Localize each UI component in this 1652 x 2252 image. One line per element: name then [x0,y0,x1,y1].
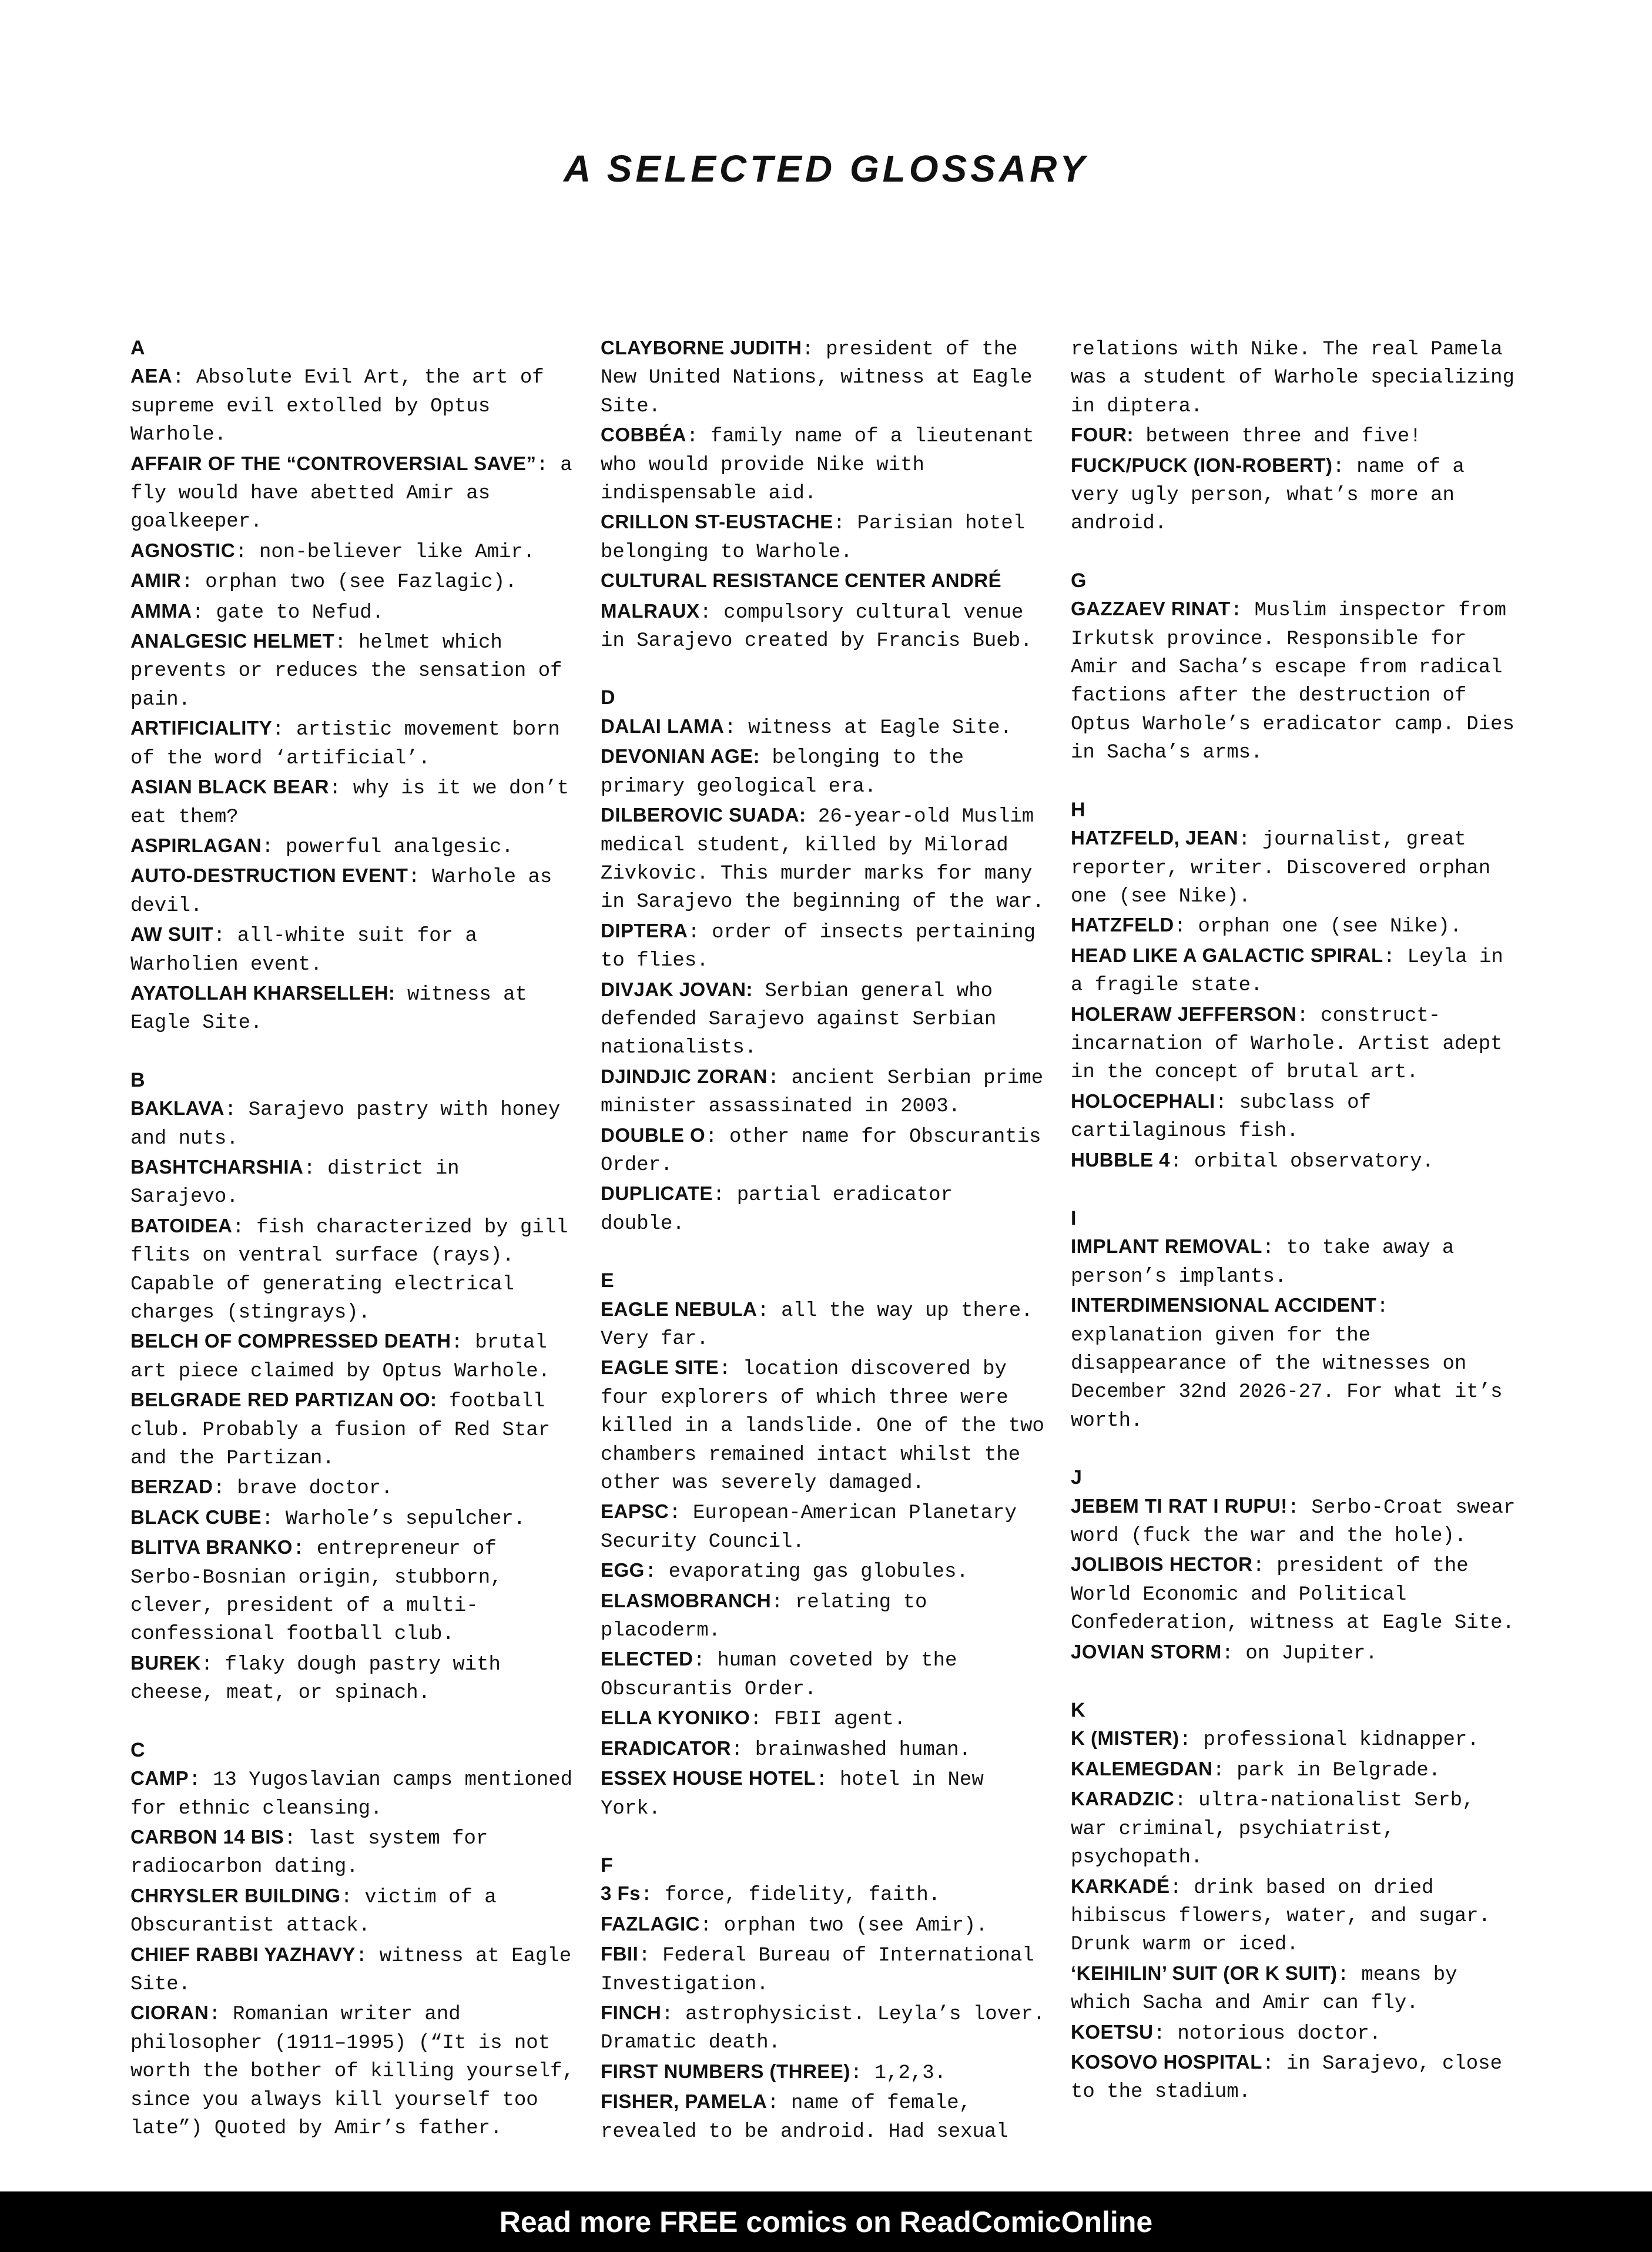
glossary-entry [1071,1087,1517,1146]
glossary-column-2 [601,334,1047,2143]
glossary-definition: : name of female, revealed to be android. Had sexual [601,2092,1008,2143]
glossary-term: ELECTED [601,1648,693,1670]
glossary-definition: : evaporating gas globules. [644,1561,969,1584]
section-letter-heading: G [1071,569,1087,592]
glossary-term: KOETSU [1071,2020,1154,2043]
glossary-definition: : victim of a Obscurantist attack. [130,1886,497,1938]
glossary-term: BERZAD [130,1476,213,1498]
glossary-entry [130,1473,577,1503]
glossary-definition: : Romanian writer and philosopher (1911–1995) (“It is not worth the bother of killing yourself, since you always kill yourself too late”) Quoted by Amir’s father. [130,2003,574,2140]
glossary-term: DOUBLE O [601,1124,706,1146]
glossary-term: KALEMEGDAN [1071,1757,1213,1780]
glossary-entry [601,1999,1047,2057]
glossary-entry [1071,1550,1517,1637]
glossary-definition: witness at Eagle Site. [130,983,527,1035]
glossary-term: EAPSC [601,1500,669,1523]
glossary-term: CHRYSLER BUILDING [130,1884,341,1906]
glossary-definition: : all-white suit for a Warholien event. [130,925,477,976]
glossary-entry [130,1941,577,1999]
glossary-term: HATZFELD [1071,914,1174,936]
glossary-definition: : family name of a lieutenant who would provide Nike with indispensable aid. [601,425,1034,505]
glossary-term: JOLIBOIS HECTOR [1071,1553,1253,1576]
section-letter-heading: K [1071,1699,1085,1722]
glossary-entry [130,1094,577,1153]
glossary-section [601,1851,1047,2146]
glossary-section [1071,1696,1517,2107]
glossary-definition: : in Sarajevo, close to the stadium. [1071,2052,1502,2104]
glossary-entry [601,508,1047,567]
glossary-term: FINCH [601,2001,662,2023]
glossary-entry [1071,2048,1517,2107]
glossary-entry [601,801,1047,917]
glossary-section [601,334,1047,655]
glossary-definition: : helmet which prevents or reduces the sensation of pain. [130,632,562,711]
glossary-entry [1071,1000,1517,1087]
glossary-definition: : on Jupiter. [1221,1642,1378,1665]
glossary-section [130,1736,577,2143]
glossary-definition: : brutal art piece claimed by Optus Warhole. [130,1332,551,1383]
glossary-entry [130,362,577,449]
glossary-entry [601,1295,1047,1354]
glossary-definition: : ultra-nationalist Serb, war criminal, psychiatrist, psychopath. [1071,1789,1475,1869]
glossary-definition: : explanation given for the disappearance of the witnesses on December 32nd 2026-27. For what it’s worth. [1071,1296,1503,1432]
glossary-definition: : European-American Planetary Security Council. [601,1502,1017,1553]
glossary-definition: : entrepreneur of Serbo-Bosnian origin, stubborn, clever, president of a multi-confessional football club. [130,1538,502,1646]
glossary-term: ERADICATOR [601,1737,731,1759]
glossary-entry [601,712,1047,742]
glossary-definition: : gate to Nefud. [192,601,384,624]
glossary-entry [1071,1724,1517,1754]
glossary-definition: : artistic movement born of the word ‘artificial’. [130,719,560,770]
glossary-entry [130,1533,577,1649]
glossary-term: KARKADÉ [1071,1875,1170,1897]
glossary-section [1071,796,1517,1176]
glossary-term: ASPIRLAGAN [130,834,262,856]
glossary-definition: : brave doctor. [213,1477,393,1500]
glossary-entry [601,1556,1047,1586]
glossary-term: HATZFELD, JEAN [1071,827,1239,849]
glossary-definition: : 1,2,3. [850,2062,947,2085]
glossary-term: FOUR: [1071,424,1134,446]
glossary-entry [130,832,577,862]
glossary-definition: : drink based on dried hibiscus flowers, water, and sugar. Drunk warm or iced. [1071,1876,1491,1956]
glossary-definition: : a fly would have abetted Amir as goalkeeper. [130,454,572,534]
glossary-term: FIRST NUMBERS (THREE) [601,2060,850,2082]
glossary-definition: : order of insects pertaining to flies. [601,921,1036,973]
glossary-term: FISHER, PAMELA [601,2090,768,2113]
glossary-term: K (MISTER) [1071,1727,1179,1750]
glossary-term: AUTO-DESTRUCTION EVENT [130,864,408,887]
glossary-entry [1071,1146,1517,1176]
glossary-term: CLAYBORNE JUDITH [601,337,802,358]
glossary-entry [601,421,1047,508]
glossary-entry [1071,1872,1517,1959]
glossary-entry [601,1063,1047,1121]
glossary-term: ARTIFICIALITY [130,717,273,739]
glossary-definition: : partial eradicator double. [601,1184,953,1235]
glossary-term: AW SUIT [130,923,213,946]
glossary-entry [130,450,577,537]
glossary-entry [130,1882,577,1941]
glossary-term: HEAD LIKE A GALACTIC SPIRAL [1071,944,1383,966]
glossary-entry [1071,451,1517,538]
glossary-term: ELLA KYONIKO [601,1707,750,1729]
glossary-entry [601,1764,1047,1823]
glossary-term: AFFAIR OF THE “CONTROVERSIAL SAVE” [130,452,537,474]
glossary-term: COBBÉA [601,424,687,446]
section-letter-heading: E [601,1269,614,1292]
section-letter-heading: B [130,1068,145,1091]
glossary-term: HOLOCEPHALI [1071,1090,1215,1112]
glossary-term: CULTURAL RESISTANCE CENTER ANDRÉ MALRAUX [601,569,1002,622]
glossary-entry [1071,1492,1517,1551]
section-letter-heading: I [1071,1207,1077,1229]
glossary-entry [130,627,577,714]
glossary-entry [1071,1291,1517,1435]
glossary-definition: : district in Sarajevo. [130,1157,460,1209]
glossary-term: AMIR [130,569,182,592]
glossary-definition: : journalist, great reporter, writer. Discovered orphan one (see Nike). [1071,829,1491,908]
glossary-section [1071,1204,1517,1435]
glossary-entry [130,979,577,1038]
section-letter-heading: H [1071,798,1085,821]
glossary-definition: : Muslim inspector from Irkutsk province. Responsible for Amir and Sacha’s escape from radical factions after the destruction of Optus Warhole’s eradicator camp. Dies in Sacha’s arms. [1071,599,1514,765]
glossary-term: BASHTCHARSHIA [130,1155,304,1178]
glossary-definition: : Leyla in a fragile state. [1071,946,1503,997]
glossary-section [130,334,577,1038]
glossary-definition: : why is it we don’t eat them? [130,778,569,829]
glossary-term: CAMP [130,1767,189,1789]
glossary-term: FAZLAGIC [601,1912,700,1935]
glossary-entry [601,334,1047,421]
glossary-term: GAZZAEV RINAT [1071,598,1231,620]
glossary-term: AGNOSTIC [130,539,236,561]
glossary-term: JEBEM TI RAT I RUPU! [1071,1494,1288,1517]
glossary-term: JOVIAN STORM [1071,1640,1222,1663]
glossary-entry [601,1179,1047,1238]
glossary-entry [130,862,577,920]
glossary-term: DIPTERA [601,919,688,941]
glossary-term: FUCK/PUCK (ION-ROBERT) [1071,454,1333,476]
glossary-definition: : orbital observatory. [1170,1150,1434,1173]
glossary-entry [601,1704,1047,1734]
glossary-entry [601,2057,1047,2087]
glossary-entry [601,742,1047,801]
glossary-term: KARADZIC [1071,1788,1175,1810]
glossary-definition: : FBII agent. [750,1708,906,1731]
glossary-definition: : flaky dough pastry with cheese, meat, or spinach. [130,1653,501,1705]
glossary-entry [601,2087,1047,2146]
glossary-definition: football club. Probably a fusion of Red Star and the Partizan. [130,1390,551,1470]
glossary-entry [130,1212,577,1328]
glossary-entry [130,1764,577,1823]
glossary-definition: : means by which Sacha and Amir can fly. [1071,1963,1457,2015]
glossary-entry [130,597,577,627]
glossary-term: HUBBLE 4 [1071,1148,1171,1171]
glossary-definition: : Warhole’s sepulcher. [262,1507,526,1530]
glossary-entry [601,1121,1047,1180]
section-letter-heading: C [130,1738,145,1761]
glossary-columns [130,334,1517,2143]
glossary-term: CARBON 14 BIS [130,1825,284,1848]
glossary-entry [601,1353,1047,1497]
glossary-definition: : orphan one (see Nike). [1174,916,1462,939]
glossary-column-1 [130,334,577,2140]
glossary-definition: Serbian general who defended Sarajevo against Serbian nationalists. [601,980,997,1060]
glossary-definition: belonging to the primary geological era. [601,747,964,798]
glossary-definition: : other name for Obscurantis Order. [601,1125,1041,1177]
glossary-term: AEA [130,365,173,387]
glossary-term: EAGLE NEBULA [601,1298,758,1320]
glossary-definition: : name of a very ugly person, what’s more an android. [1071,455,1465,535]
glossary-entry [601,1734,1047,1764]
glossary-term: BLITVA BRANKO [130,1536,293,1559]
glossary-entry [1071,1232,1517,1291]
glossary-term: CHIEF RABBI YAZHAVY [130,1943,356,1965]
glossary-term: 3 Fs [601,1882,641,1905]
glossary-definition: : president of the World Economic and Political Confederation, witness at Eagle Site. [1071,1555,1514,1635]
glossary-definition: : powerful analgesic. [262,836,514,859]
glossary-definition: : professional kidnapper. [1179,1729,1479,1752]
glossary-term: BELGRADE RED PARTIZAN OO: [130,1389,437,1411]
glossary-definition: : location discovered by four explorers of which three were killed in a landslide. One of the two chambers remained intact whilst the other was severely damaged. [601,1358,1044,1495]
glossary-definition: : hotel in New York. [601,1769,984,1820]
glossary-entry [130,1327,577,1386]
glossary-entry [130,567,577,596]
glossary-term: EGG [601,1559,645,1581]
glossary-definition: : 13 Yugoslavian camps mentioned for ethnic cleansing. [130,1769,573,1820]
glossary-definition: : relating to placoderm. [601,1591,927,1643]
glossary-definition: : human coveted by the Obscurantis Order. [601,1650,957,1701]
glossary-definition: : astrophysicist. Leyla’s lover. Dramatic death. [601,2003,1046,2055]
glossary-definition: : orphan two (see Fazlagic). [181,571,517,594]
glossary-entry [130,1823,577,1882]
glossary-entry [601,1587,1047,1646]
section-letter-heading: J [1071,1466,1082,1489]
glossary-entry [130,537,577,567]
footer-link-text[interactable]: Read more FREE comics on ReadComicOnline [499,2205,1153,2238]
glossary-entry [601,976,1047,1063]
glossary-term: DEVONIAN AGE: [601,745,760,768]
glossary-section [1071,1463,1517,1668]
glossary-definition: : orphan two (see Amir). [699,1914,988,1937]
glossary-definition: : ancient Serbian prime minister assassinated in 2003. [601,1067,1044,1118]
glossary-section [1071,334,1517,538]
glossary-definition: : park in Belgrade. [1212,1759,1441,1782]
glossary-entry [601,1910,1047,1940]
glossary-definition: : construct-incarnation of Warhole. Artist adept in the concept of brutal art. [1071,1004,1503,1084]
glossary-definition: : brainwashed human. [731,1738,971,1761]
glossary-definition: : non-believer like Amir. [235,541,535,564]
glossary-entry [1071,334,1517,421]
glossary-definition: : Federal Bureau of International Investigation. [601,1945,1034,1996]
glossary-term: DIVJAK JOVAN: [601,978,753,1000]
glossary-entry [130,1503,577,1533]
glossary-definition: : all the way up there. Very far. [601,1299,1033,1350]
glossary-section [601,683,1047,1238]
glossary-entry [601,1879,1047,1909]
glossary-definition: : last system for radiocarbon dating. [130,1827,488,1879]
glossary-definition: : president of the New United Nations, witness at Eagle Site. [601,339,1033,418]
glossary-definition: : Warhole as devil. [130,866,552,917]
glossary-definition: : force, fidelity, faith. [641,1884,941,1907]
section-letter-heading: F [601,1854,613,1876]
glossary-term: IMPLANT REMOVAL [1071,1235,1262,1258]
glossary-entry [1071,2018,1517,2048]
glossary-term: CIORAN [130,2002,209,2024]
glossary-term: FBII [601,1943,639,1965]
glossary-entry [130,1999,577,2143]
glossary-definition: : witness at Eagle Site. [130,1945,572,1996]
glossary-entry [1071,911,1517,941]
glossary-term: INTERDIMENSIONAL ACCIDENT [1071,1294,1377,1316]
glossary-entry [130,773,577,832]
glossary-definition: : Serbo-Croat swear word (fuck the war and the hole). [1071,1496,1516,1548]
glossary-definition: relations with Nike. The real Pamela was a student of Warhole specializing in diptera. [1071,339,1514,418]
glossary-term: ESSEX HOUSE HOTEL [601,1767,816,1789]
glossary-term: KOSOVO HOSPITAL [1071,2050,1262,2073]
glossary-definition: 26-year-old Muslim medical student, killed by Milorad Zivkovic. This murder marks for many in Sarajevo the beginning of the war. [601,806,1044,914]
glossary-entry [1071,1959,1517,2018]
glossary-entry [601,1940,1047,1999]
glossary-term: DJINDJIC ZORAN [601,1065,768,1087]
glossary-entry [130,1386,577,1473]
glossary-entry [1071,1785,1517,1872]
glossary-definition: : Absolute Evil Art, the art of supreme evil extolled by Optus Warhole. [130,367,544,447]
glossary-term: AMMA [130,599,192,622]
glossary-term: HOLERAW JEFFERSON [1071,1003,1297,1025]
glossary-entry [130,1649,577,1708]
section-letter-heading: A [130,337,145,359]
glossary-definition: : Sarajevo pastry with honey and nuts. [130,1099,561,1150]
glossary-definition: : notorious doctor. [1153,2022,1382,2045]
glossary-entry [130,714,577,773]
glossary-entry [1071,941,1517,1000]
glossary-term: BAKLAVA [130,1097,224,1120]
glossary-entry [601,1645,1047,1704]
glossary-term: ASIAN BLACK BEAR [130,776,329,798]
glossary-definition: : fish characterized by gill flits on ventral surface (rays). Capable of generating electrical charges (stingrays). [130,1216,568,1324]
glossary-definition: : Parisian hotel belonging to Warhole. [601,512,1026,564]
glossary-term: BATOIDEA [130,1214,233,1236]
glossary-term: ANALGESIC HELMET [130,630,335,652]
glossary-term: ‘KEIHILIN’ SUIT (OR K SUIT) [1071,1962,1338,1984]
glossary-definition: between three and five! [1133,425,1422,448]
glossary-column-3 [1071,334,1517,2104]
glossary-section [601,1266,1047,1823]
glossary-entry [1071,1638,1517,1668]
glossary-entry [1071,824,1517,911]
glossary-entry [130,1153,577,1212]
glossary-entry [1071,1755,1517,1785]
glossary-entry [601,1497,1047,1556]
glossary-term: BLACK CUBE [130,1506,262,1528]
glossary-definition: : to take away a person’s implants. [1071,1237,1455,1288]
glossary-definition: : compulsory cultural venue in Sarajevo created by Francis Bueb. [601,601,1033,653]
glossary-definition: : subclass of cartilaginous fish. [1071,1091,1371,1143]
page-title: A SELECTED GLOSSARY [564,148,1088,190]
section-letter-heading: D [601,686,615,709]
glossary-term: BUREK [130,1651,201,1674]
glossary-term: EAGLE SITE [601,1356,719,1379]
glossary-definition: : witness at Eagle Site. [724,716,1012,739]
glossary-section [1071,567,1517,768]
glossary-term: DILBEROVIC SUADA: [601,804,806,826]
glossary-entry [601,567,1047,655]
glossary-term: CRILLON ST-EUSTACHE [601,511,833,533]
glossary-term: DUPLICATE [601,1182,713,1205]
glossary-term: AYATOLLAH KHARSELLEH: [130,981,396,1004]
glossary-section [130,1066,577,1708]
glossary-term: ELASMOBRANCH [601,1589,772,1611]
footer-banner[interactable] [0,2191,1652,2252]
glossary-term: BELCH OF COMPRESSED DEATH [130,1330,451,1352]
glossary-entry [1071,421,1517,451]
glossary-entry [601,917,1047,976]
glossary-term: DALAI LAMA [601,715,725,737]
glossary-entry [1071,595,1517,767]
glossary-entry [130,920,577,979]
